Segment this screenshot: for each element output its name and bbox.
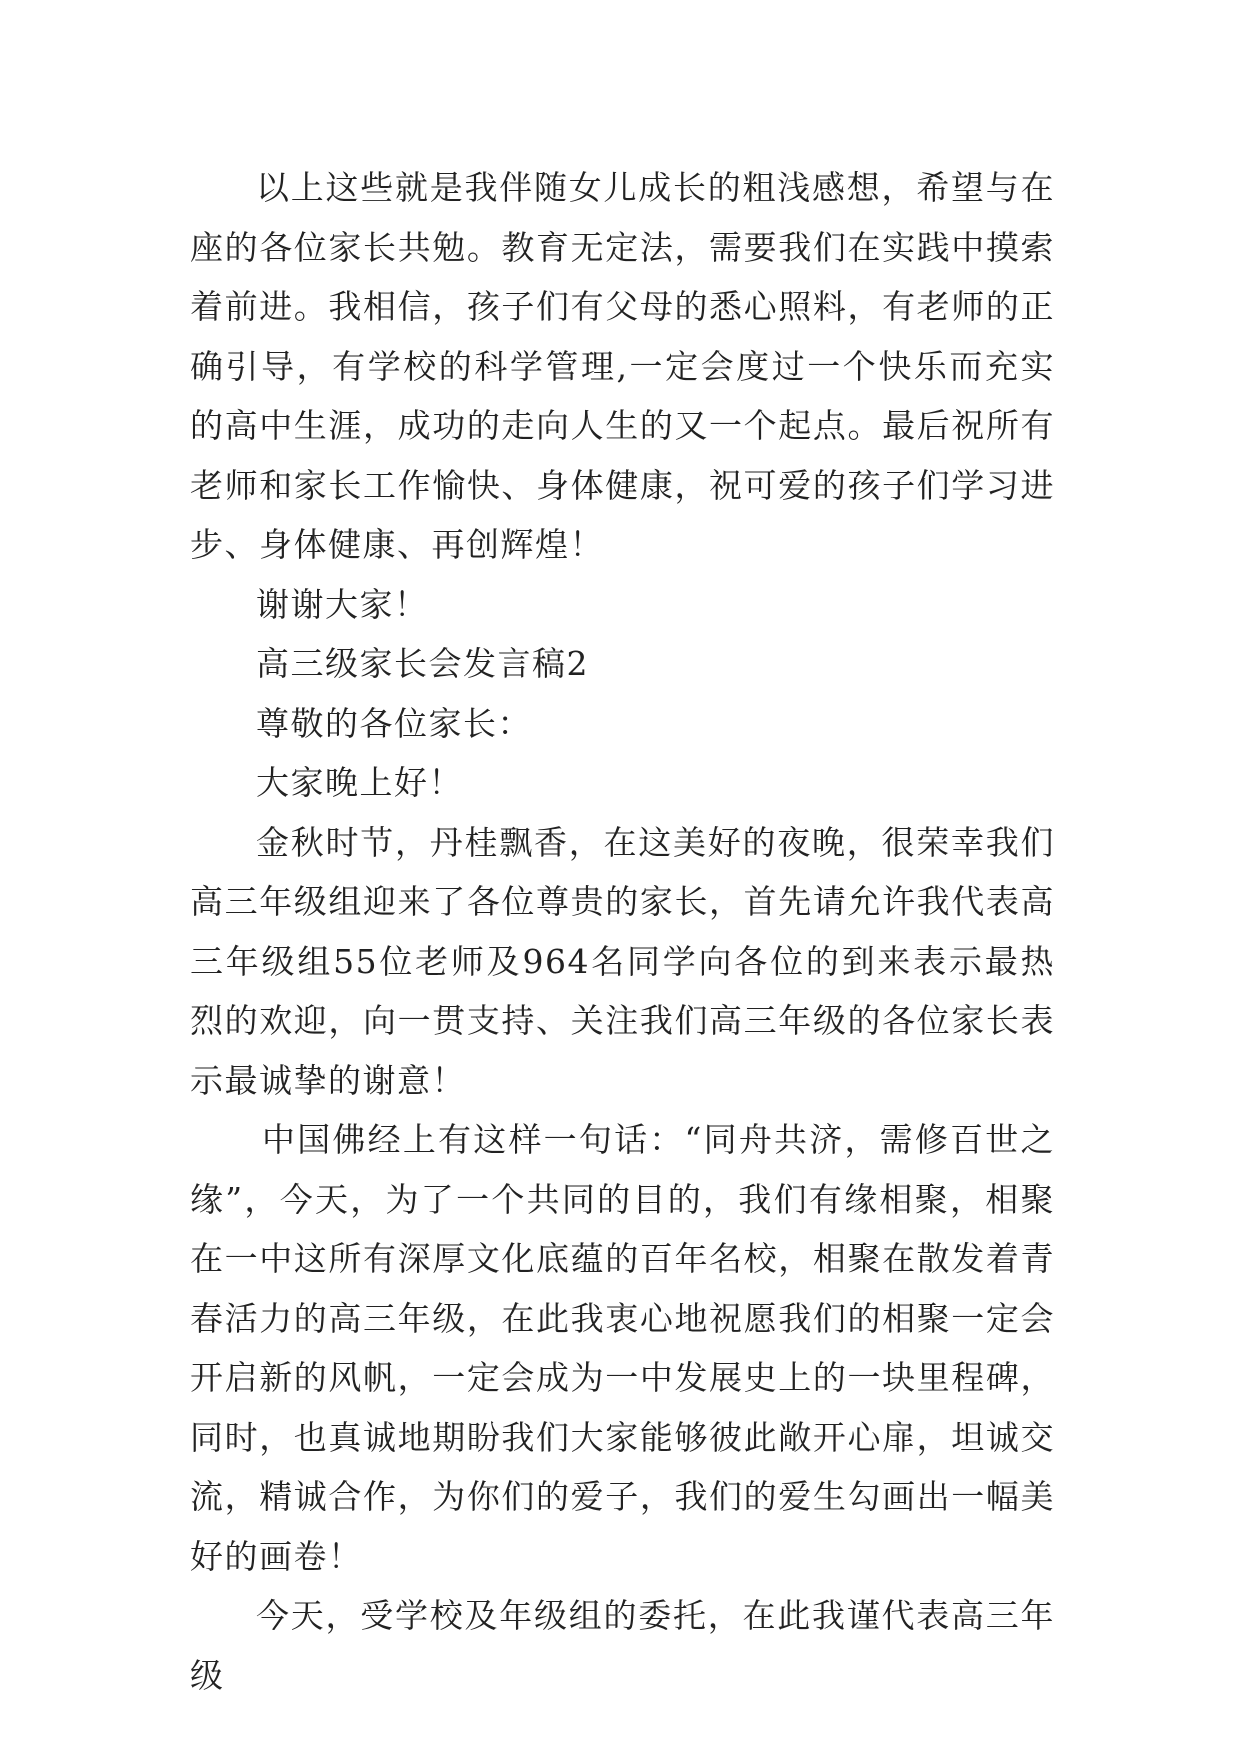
document-body bbox=[190, 158, 1055, 1705]
salutation: 尊敬的各位家长： bbox=[256, 703, 532, 743]
paragraph-thanks: 谢谢大家！ bbox=[256, 584, 429, 624]
greeting: 大家晚上好！ bbox=[256, 763, 463, 802]
paragraph-buddhist-saying: 中国佛经上有这样一句话：“同舟共济，需修百世之缘”，今天，为了一个共同的目的，我们有缘相聚，相聚在一中这所有深厚文化底蕴的百年名校，相聚在散发着青春活力的高三年级，在此我衷心地祝愿我们的相聚一定会开启新的风帆，一定会成为一中发展史上的一块里程碑，同时，也真诚地期盼我们大家能够彼此敞开心扉，坦诚交流，精诚合作，为你们的爱子，我们的爱生勾画出一幅美好的画卷！ bbox=[190, 1120, 1055, 1576]
paragraph-delegation: 今天，受学校及年级组的委托，在此我谨代表高三年级 bbox=[190, 1596, 1055, 1695]
section-heading: 高三级家长会发言稿2 bbox=[256, 644, 589, 683]
paragraph-closing-thoughts: 以上这些就是我伴随女儿成长的粗浅感想，希望与在座的各位家长共勉。教育无定法，需要我们在实践中摸索着前进。我相信，孩子们有父母的悉心照料，有老师的正确引导，有学校的科学管理,一定会度过一个快乐而充实的高中生涯，成功的走向人生的又一个起点。最后祝所有老师和家长工作愉快、身体健康，祝可爱的孩子们学习进步、身体健康、再创辉煌！ bbox=[190, 168, 1055, 564]
paragraph-welcome: 金秋时节，丹桂飘香，在这美好的夜晚，很荣幸我们高三年级组迎来了各位尊贵的家长，首先请允许我代表高三年级组55位老师及964名同学向各位的到来表示最热烈的欢迎，向一贯支持、关注我们高三年级的各位家长表示最诚挚的谢意！ bbox=[190, 822, 1055, 1100]
